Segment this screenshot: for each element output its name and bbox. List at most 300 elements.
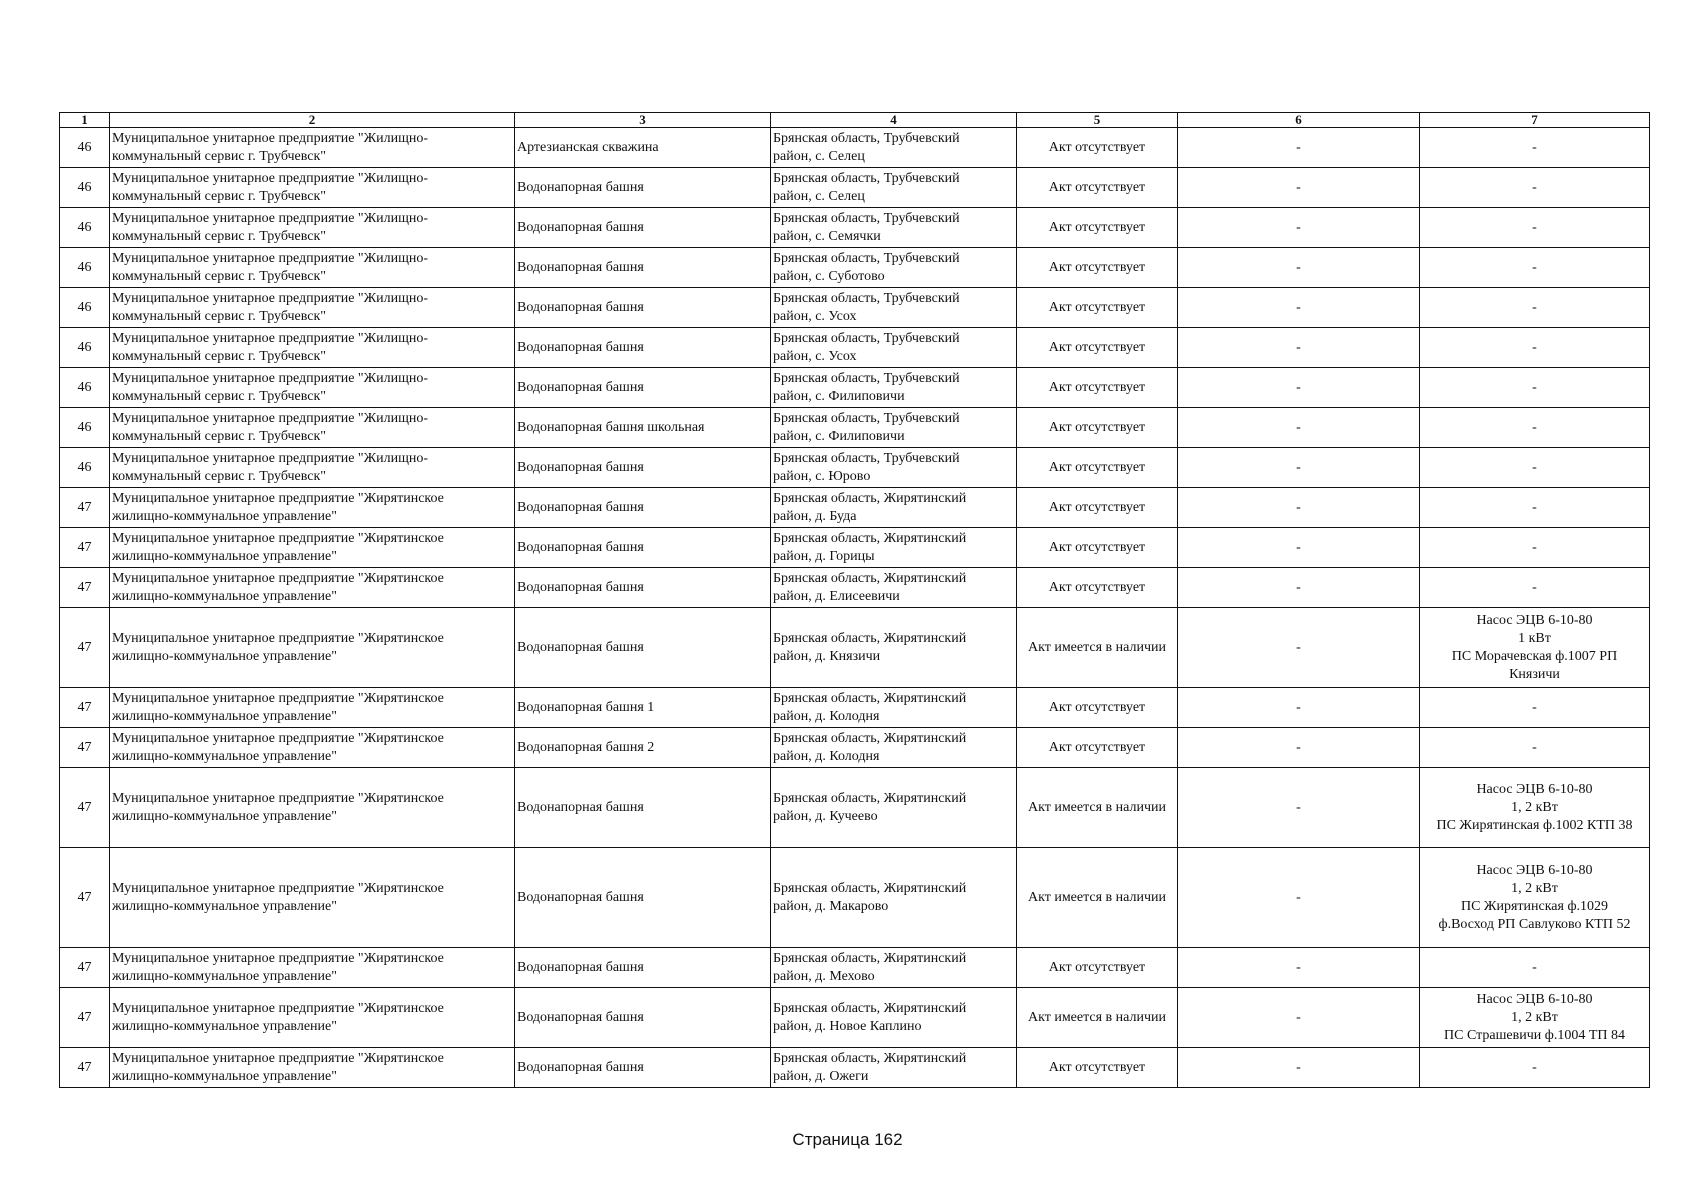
table-row — [60, 608, 1650, 688]
cell-lines — [1422, 219, 1647, 237]
object-cell — [515, 988, 771, 1048]
cell-line: Акт отсутствует — [1048, 419, 1146, 435]
cell-line: Муниципальное унитарное предприятие "Жилищно- — [112, 250, 429, 266]
col6-cell — [1178, 768, 1420, 848]
row-number-cell: 46 — [60, 408, 110, 448]
act-status-cell — [1017, 208, 1178, 248]
act-status-cell — [1017, 168, 1178, 208]
cell-lines — [517, 259, 768, 277]
cell-lines — [773, 1000, 1014, 1036]
cell-line: район, с. Семячки — [773, 228, 881, 244]
cell-lines — [112, 530, 512, 566]
equipment-cell — [1420, 988, 1650, 1048]
cell-line: Брянская область, Трубчевский — [773, 290, 960, 306]
row-number-cell: 46 — [60, 248, 110, 288]
address-cell — [771, 568, 1017, 608]
equipment-cell — [1420, 948, 1650, 988]
table-row — [60, 768, 1650, 848]
cell-line: - — [1296, 1009, 1301, 1025]
cell-lines — [1422, 179, 1647, 197]
cell-lines — [517, 219, 768, 237]
cell-lines — [1019, 339, 1175, 357]
cell-lines — [112, 210, 512, 246]
equipment-cell — [1420, 128, 1650, 168]
cell-line: - — [1296, 179, 1301, 195]
cell-line: - — [1532, 1059, 1537, 1075]
address-cell — [771, 1048, 1017, 1088]
table-row — [60, 488, 1650, 528]
table-row — [60, 728, 1650, 768]
cell-line: - — [1296, 699, 1301, 715]
cell-line: Акт отсутствует — [1048, 1059, 1146, 1075]
table-row — [60, 1048, 1650, 1088]
cell-lines — [773, 210, 1014, 246]
row-number-cell: 46 — [60, 208, 110, 248]
address-cell — [771, 288, 1017, 328]
address-cell — [771, 368, 1017, 408]
cell-lines — [112, 1000, 512, 1036]
act-status-cell — [1017, 768, 1178, 848]
cell-lines — [517, 139, 768, 157]
cell-line: Брянская область, Трубчевский — [773, 210, 960, 226]
address-cell — [771, 488, 1017, 528]
cell-line: ПС Жирятинская ф.1002 КТП 38 — [1436, 817, 1633, 833]
cell-lines — [1019, 579, 1175, 597]
cell-line: - — [1532, 459, 1537, 475]
cell-line: Водонапорная башня 2 — [517, 739, 655, 755]
cell-lines — [517, 799, 768, 817]
cell-line: 1, 2 кВт — [1511, 1009, 1558, 1025]
address-cell — [771, 988, 1017, 1048]
organization-cell — [110, 688, 515, 728]
object-cell — [515, 288, 771, 328]
cell-lines — [112, 410, 512, 446]
cell-line: жилищно-коммунальное управление" — [112, 1018, 337, 1034]
cell-line: Акт отсутствует — [1048, 459, 1146, 475]
equipment-cell — [1420, 728, 1650, 768]
cell-line: Брянская область, Жирятинский — [773, 530, 967, 546]
cell-line: Брянская область, Жирятинский — [773, 630, 967, 646]
col6-cell — [1178, 688, 1420, 728]
cell-lines — [1422, 419, 1647, 437]
cell-lines — [1422, 259, 1647, 277]
cell-lines — [112, 950, 512, 986]
cell-line: - — [1532, 339, 1537, 355]
cell-line: Брянская область, Трубчевский — [773, 410, 960, 426]
row-number-cell: 47 — [60, 848, 110, 948]
cell-lines — [773, 570, 1014, 606]
cell-lines — [517, 1009, 768, 1027]
cell-lines — [517, 639, 768, 657]
cell-lines — [517, 299, 768, 317]
act-status-cell — [1017, 488, 1178, 528]
cell-line: Водонапорная башня — [517, 299, 644, 315]
cell-line: Брянская область, Трубчевский — [773, 450, 960, 466]
cell-line: Муниципальное унитарное предприятие "Жирятинское — [112, 530, 444, 546]
cell-lines — [112, 880, 512, 916]
cell-line: Водонапорная башня — [517, 1009, 644, 1025]
address-cell — [771, 448, 1017, 488]
cell-line: район, д. Кучеево — [773, 808, 878, 824]
address-cell — [771, 848, 1017, 948]
cell-lines — [1422, 781, 1647, 835]
cell-lines — [112, 790, 512, 826]
cell-line: - — [1296, 299, 1301, 315]
cell-line: жилищно-коммунальное управление" — [112, 588, 337, 604]
cell-line: Акт отсутствует — [1048, 259, 1146, 275]
cell-lines — [1019, 259, 1175, 277]
organization-cell — [110, 128, 515, 168]
object-cell — [515, 768, 771, 848]
cell-line: Водонапорная башня — [517, 579, 644, 595]
organization-cell — [110, 988, 515, 1048]
cell-line: - — [1296, 379, 1301, 395]
cell-lines — [1019, 419, 1175, 437]
cell-line: - — [1296, 419, 1301, 435]
act-status-cell — [1017, 1048, 1178, 1088]
cell-line: Акт отсутствует — [1048, 539, 1146, 555]
cell-lines — [1180, 639, 1417, 657]
cell-line: Акт отсутствует — [1048, 739, 1146, 755]
cell-lines — [1180, 1059, 1417, 1077]
cell-line: Муниципальное унитарное предприятие "Жирятинское — [112, 490, 444, 506]
page-number: Страница 162 — [792, 1130, 903, 1149]
cell-lines — [112, 630, 512, 666]
act-status-cell — [1017, 368, 1178, 408]
row-number-cell: 47 — [60, 528, 110, 568]
cell-lines — [517, 379, 768, 397]
cell-lines — [517, 179, 768, 197]
address-cell — [771, 248, 1017, 288]
cell-line: Муниципальное унитарное предприятие "Жилищно- — [112, 330, 429, 346]
organization-cell — [110, 448, 515, 488]
cell-line: Акт отсутствует — [1048, 219, 1146, 235]
cell-line: Брянская область, Жирятинский — [773, 490, 967, 506]
cell-lines — [1180, 539, 1417, 557]
act-status-cell — [1017, 948, 1178, 988]
cell-line: Муниципальное унитарное предприятие "Жилищно- — [112, 370, 429, 386]
col6-cell — [1178, 408, 1420, 448]
cell-lines — [517, 339, 768, 357]
organization-cell — [110, 168, 515, 208]
cell-line: Водонапорная башня — [517, 539, 644, 555]
cell-line: жилищно-коммунальное управление" — [112, 808, 337, 824]
cell-lines — [1180, 219, 1417, 237]
cell-line: коммунальный сервис г. Трубчевск" — [112, 388, 326, 404]
organization-cell — [110, 568, 515, 608]
cell-line: жилищно-коммунальное управление" — [112, 898, 337, 914]
cell-lines — [112, 1050, 512, 1086]
cell-line: Акт имеется в наличии — [1027, 889, 1166, 905]
cell-line: район, д. Колодня — [773, 748, 880, 764]
equipment-cell — [1420, 328, 1650, 368]
cell-line: - — [1532, 139, 1537, 155]
cell-lines — [517, 459, 768, 477]
table-row — [60, 688, 1650, 728]
equipment-cell — [1420, 448, 1650, 488]
cell-lines — [773, 170, 1014, 206]
object-cell — [515, 248, 771, 288]
cell-lines — [1422, 299, 1647, 317]
cell-line: Водонапорная башня — [517, 259, 644, 275]
organization-cell — [110, 848, 515, 948]
cell-lines — [773, 690, 1014, 726]
table-row — [60, 448, 1650, 488]
cell-lines — [1422, 699, 1647, 717]
cell-line: - — [1296, 459, 1301, 475]
cell-lines — [1019, 299, 1175, 317]
cell-line: - — [1296, 259, 1301, 275]
cell-line: Акт отсутствует — [1048, 959, 1146, 975]
organization-cell — [110, 768, 515, 848]
address-cell — [771, 208, 1017, 248]
cell-line: Брянская область, Жирятинский — [773, 880, 967, 896]
cell-lines — [1422, 379, 1647, 397]
cell-line: - — [1532, 259, 1537, 275]
cell-line: район, д. Мехово — [773, 968, 875, 984]
cell-line: жилищно-коммунальное управление" — [112, 968, 337, 984]
cell-line: ф.Восход РП Савлуково КТП 52 — [1438, 916, 1631, 932]
address-cell — [771, 128, 1017, 168]
cell-line: Муниципальное унитарное предприятие "Жирятинское — [112, 690, 444, 706]
cell-line: ПС Страшевичи ф.1004 ТП 84 — [1444, 1027, 1625, 1043]
organization-cell — [110, 948, 515, 988]
object-cell — [515, 448, 771, 488]
act-status-cell — [1017, 408, 1178, 448]
cell-line: Артезианская скважина — [517, 139, 659, 155]
cell-line: Насос ЭЦВ 6-10-80 — [1476, 612, 1593, 628]
object-cell — [515, 368, 771, 408]
col6-cell — [1178, 168, 1420, 208]
organization-cell — [110, 288, 515, 328]
cell-lines — [773, 730, 1014, 766]
cell-lines — [773, 370, 1014, 406]
cell-line: - — [1532, 299, 1537, 315]
table-row — [60, 528, 1650, 568]
table-row — [60, 128, 1650, 168]
cell-line: - — [1532, 219, 1537, 235]
object-cell — [515, 608, 771, 688]
table-header — [60, 113, 1650, 128]
cell-lines — [112, 130, 512, 166]
cell-line: Акт отсутствует — [1048, 379, 1146, 395]
cell-lines — [1019, 139, 1175, 157]
cell-lines — [112, 490, 512, 526]
cell-line: жилищно-коммунальное управление" — [112, 1068, 337, 1084]
row-number-cell: 47 — [60, 488, 110, 528]
cell-line: Брянская область, Трубчевский — [773, 330, 960, 346]
cell-lines — [1180, 799, 1417, 817]
cell-lines — [1180, 139, 1417, 157]
cell-line: - — [1296, 139, 1301, 155]
organization-cell — [110, 408, 515, 448]
address-cell — [771, 408, 1017, 448]
row-number-cell: 47 — [60, 688, 110, 728]
cell-lines — [1422, 579, 1647, 597]
cell-line: Акт отсутствует — [1048, 139, 1146, 155]
cell-line: коммунальный сервис г. Трубчевск" — [112, 148, 326, 164]
object-cell — [515, 568, 771, 608]
act-status-cell — [1017, 848, 1178, 948]
cell-line: район, д. Ожеги — [773, 1068, 869, 1084]
cell-lines — [517, 889, 768, 907]
cell-line: район, д. Буда — [773, 508, 857, 524]
equipment-cell — [1420, 568, 1650, 608]
cell-line: Брянская область, Жирятинский — [773, 950, 967, 966]
col6-cell — [1178, 288, 1420, 328]
table-row — [60, 168, 1650, 208]
row-number-cell: 47 — [60, 1048, 110, 1088]
cell-line: - — [1296, 499, 1301, 515]
cell-line: Брянская область, Жирятинский — [773, 790, 967, 806]
table-row — [60, 408, 1650, 448]
cell-line: Водонапорная башня — [517, 179, 644, 195]
cell-line: район, д. Елисеевичи — [773, 588, 900, 604]
cell-line: Акт имеется в наличии — [1027, 799, 1166, 815]
cell-lines — [517, 499, 768, 517]
cell-line: Водонапорная башня — [517, 639, 644, 655]
address-cell — [771, 948, 1017, 988]
address-cell — [771, 728, 1017, 768]
cell-line: Муниципальное унитарное предприятие "Жилищно- — [112, 130, 429, 146]
cell-line: коммунальный сервис г. Трубчевск" — [112, 228, 326, 244]
cell-lines — [112, 370, 512, 406]
cell-line: - — [1532, 379, 1537, 395]
cell-line: Акт отсутствует — [1048, 179, 1146, 195]
row-number-cell: 46 — [60, 448, 110, 488]
cell-lines — [1180, 889, 1417, 907]
equipment-cell — [1420, 248, 1650, 288]
cell-lines — [1180, 259, 1417, 277]
cell-line: жилищно-коммунальное управление" — [112, 708, 337, 724]
table-row — [60, 328, 1650, 368]
organization-cell — [110, 608, 515, 688]
cell-line: район, с. Селец — [773, 188, 865, 204]
cell-lines — [1422, 991, 1647, 1045]
row-number-cell: 46 — [60, 328, 110, 368]
col6-cell — [1178, 568, 1420, 608]
cell-lines — [1422, 1059, 1647, 1077]
table-body — [60, 128, 1650, 1088]
cell-line: Муниципальное унитарное предприятие "Жирятинское — [112, 880, 444, 896]
cell-line: - — [1296, 639, 1301, 655]
cell-line: Акт имеется в наличии — [1027, 1009, 1166, 1025]
object-cell — [515, 1048, 771, 1088]
cell-lines — [1019, 739, 1175, 757]
cell-line: - — [1296, 219, 1301, 235]
organization-cell — [110, 248, 515, 288]
cell-lines — [1019, 799, 1175, 817]
cell-lines — [773, 290, 1014, 326]
cell-line: Водонапорная башня — [517, 459, 644, 475]
cell-line: Брянская область, Трубчевский — [773, 170, 960, 186]
cell-lines — [517, 739, 768, 757]
cell-lines — [1422, 739, 1647, 757]
cell-line: район, д. Колодня — [773, 708, 880, 724]
cell-line: Брянская область, Жирятинский — [773, 1000, 967, 1016]
object-cell — [515, 728, 771, 768]
act-status-cell — [1017, 608, 1178, 688]
act-status-cell — [1017, 688, 1178, 728]
cell-lines — [1019, 219, 1175, 237]
col6-cell — [1178, 128, 1420, 168]
cell-lines — [1180, 299, 1417, 317]
cell-line: Брянская область, Жирятинский — [773, 730, 967, 746]
cell-line: район, с. Юрово — [773, 468, 871, 484]
cell-lines — [1180, 1009, 1417, 1027]
row-number-cell: 47 — [60, 568, 110, 608]
cell-line: Муниципальное унитарное предприятие "Жирятинское — [112, 1050, 444, 1066]
row-number-cell: 46 — [60, 128, 110, 168]
cell-line: Водонапорная башня — [517, 889, 644, 905]
cell-lines — [517, 539, 768, 557]
cell-lines — [1180, 499, 1417, 517]
address-cell — [771, 168, 1017, 208]
cell-line: - — [1532, 579, 1537, 595]
equipment-cell — [1420, 608, 1650, 688]
cell-lines — [773, 1050, 1014, 1086]
cell-lines — [517, 1059, 768, 1077]
cell-lines — [1422, 339, 1647, 357]
col6-cell — [1178, 948, 1420, 988]
cell-lines — [773, 880, 1014, 916]
col6-cell — [1178, 848, 1420, 948]
cell-line: - — [1532, 179, 1537, 195]
cell-line: - — [1296, 799, 1301, 815]
cell-line: Насос ЭЦВ 6-10-80 — [1476, 991, 1593, 1007]
table-row — [60, 208, 1650, 248]
cell-lines — [1019, 699, 1175, 717]
cell-line: жилищно-коммунальное управление" — [112, 648, 337, 664]
equipment-cell — [1420, 488, 1650, 528]
object-cell — [515, 168, 771, 208]
cell-line: коммунальный сервис г. Трубчевск" — [112, 268, 326, 284]
cell-lines — [1019, 499, 1175, 517]
header-col-4: 4 — [771, 113, 1017, 128]
cell-lines — [773, 130, 1014, 166]
cell-line: 1, 2 кВт — [1511, 799, 1558, 815]
cell-line: 1 кВт — [1518, 630, 1551, 646]
col6-cell — [1178, 528, 1420, 568]
act-status-cell — [1017, 568, 1178, 608]
cell-lines — [1019, 889, 1175, 907]
cell-lines — [1422, 459, 1647, 477]
cell-line: Муниципальное унитарное предприятие "Жирятинское — [112, 730, 444, 746]
cell-line: Брянская область, Трубчевский — [773, 250, 960, 266]
table-row — [60, 368, 1650, 408]
col6-cell — [1178, 728, 1420, 768]
cell-line: Брянская область, Жирятинский — [773, 690, 967, 706]
row-number-cell: 47 — [60, 948, 110, 988]
cell-line: - — [1296, 889, 1301, 905]
cell-lines — [773, 330, 1014, 366]
cell-line: - — [1296, 339, 1301, 355]
cell-line: ПС Жирятинская ф.1029 — [1460, 898, 1609, 914]
cell-line: район, с. Филиповичи — [773, 428, 905, 444]
cell-line: Насос ЭЦВ 6-10-80 — [1476, 781, 1593, 797]
cell-line: - — [1532, 699, 1537, 715]
equipment-cell — [1420, 688, 1650, 728]
table-row — [60, 988, 1650, 1048]
cell-lines — [112, 290, 512, 326]
equipment-cell — [1420, 1048, 1650, 1088]
cell-line: 1, 2 кВт — [1511, 880, 1558, 896]
cell-line: Муниципальное унитарное предприятие "Жилищно- — [112, 410, 429, 426]
cell-lines — [1019, 1059, 1175, 1077]
cell-line: Водонапорная башня — [517, 799, 644, 815]
act-status-cell — [1017, 528, 1178, 568]
cell-line: Водонапорная башня школьная — [517, 419, 705, 435]
